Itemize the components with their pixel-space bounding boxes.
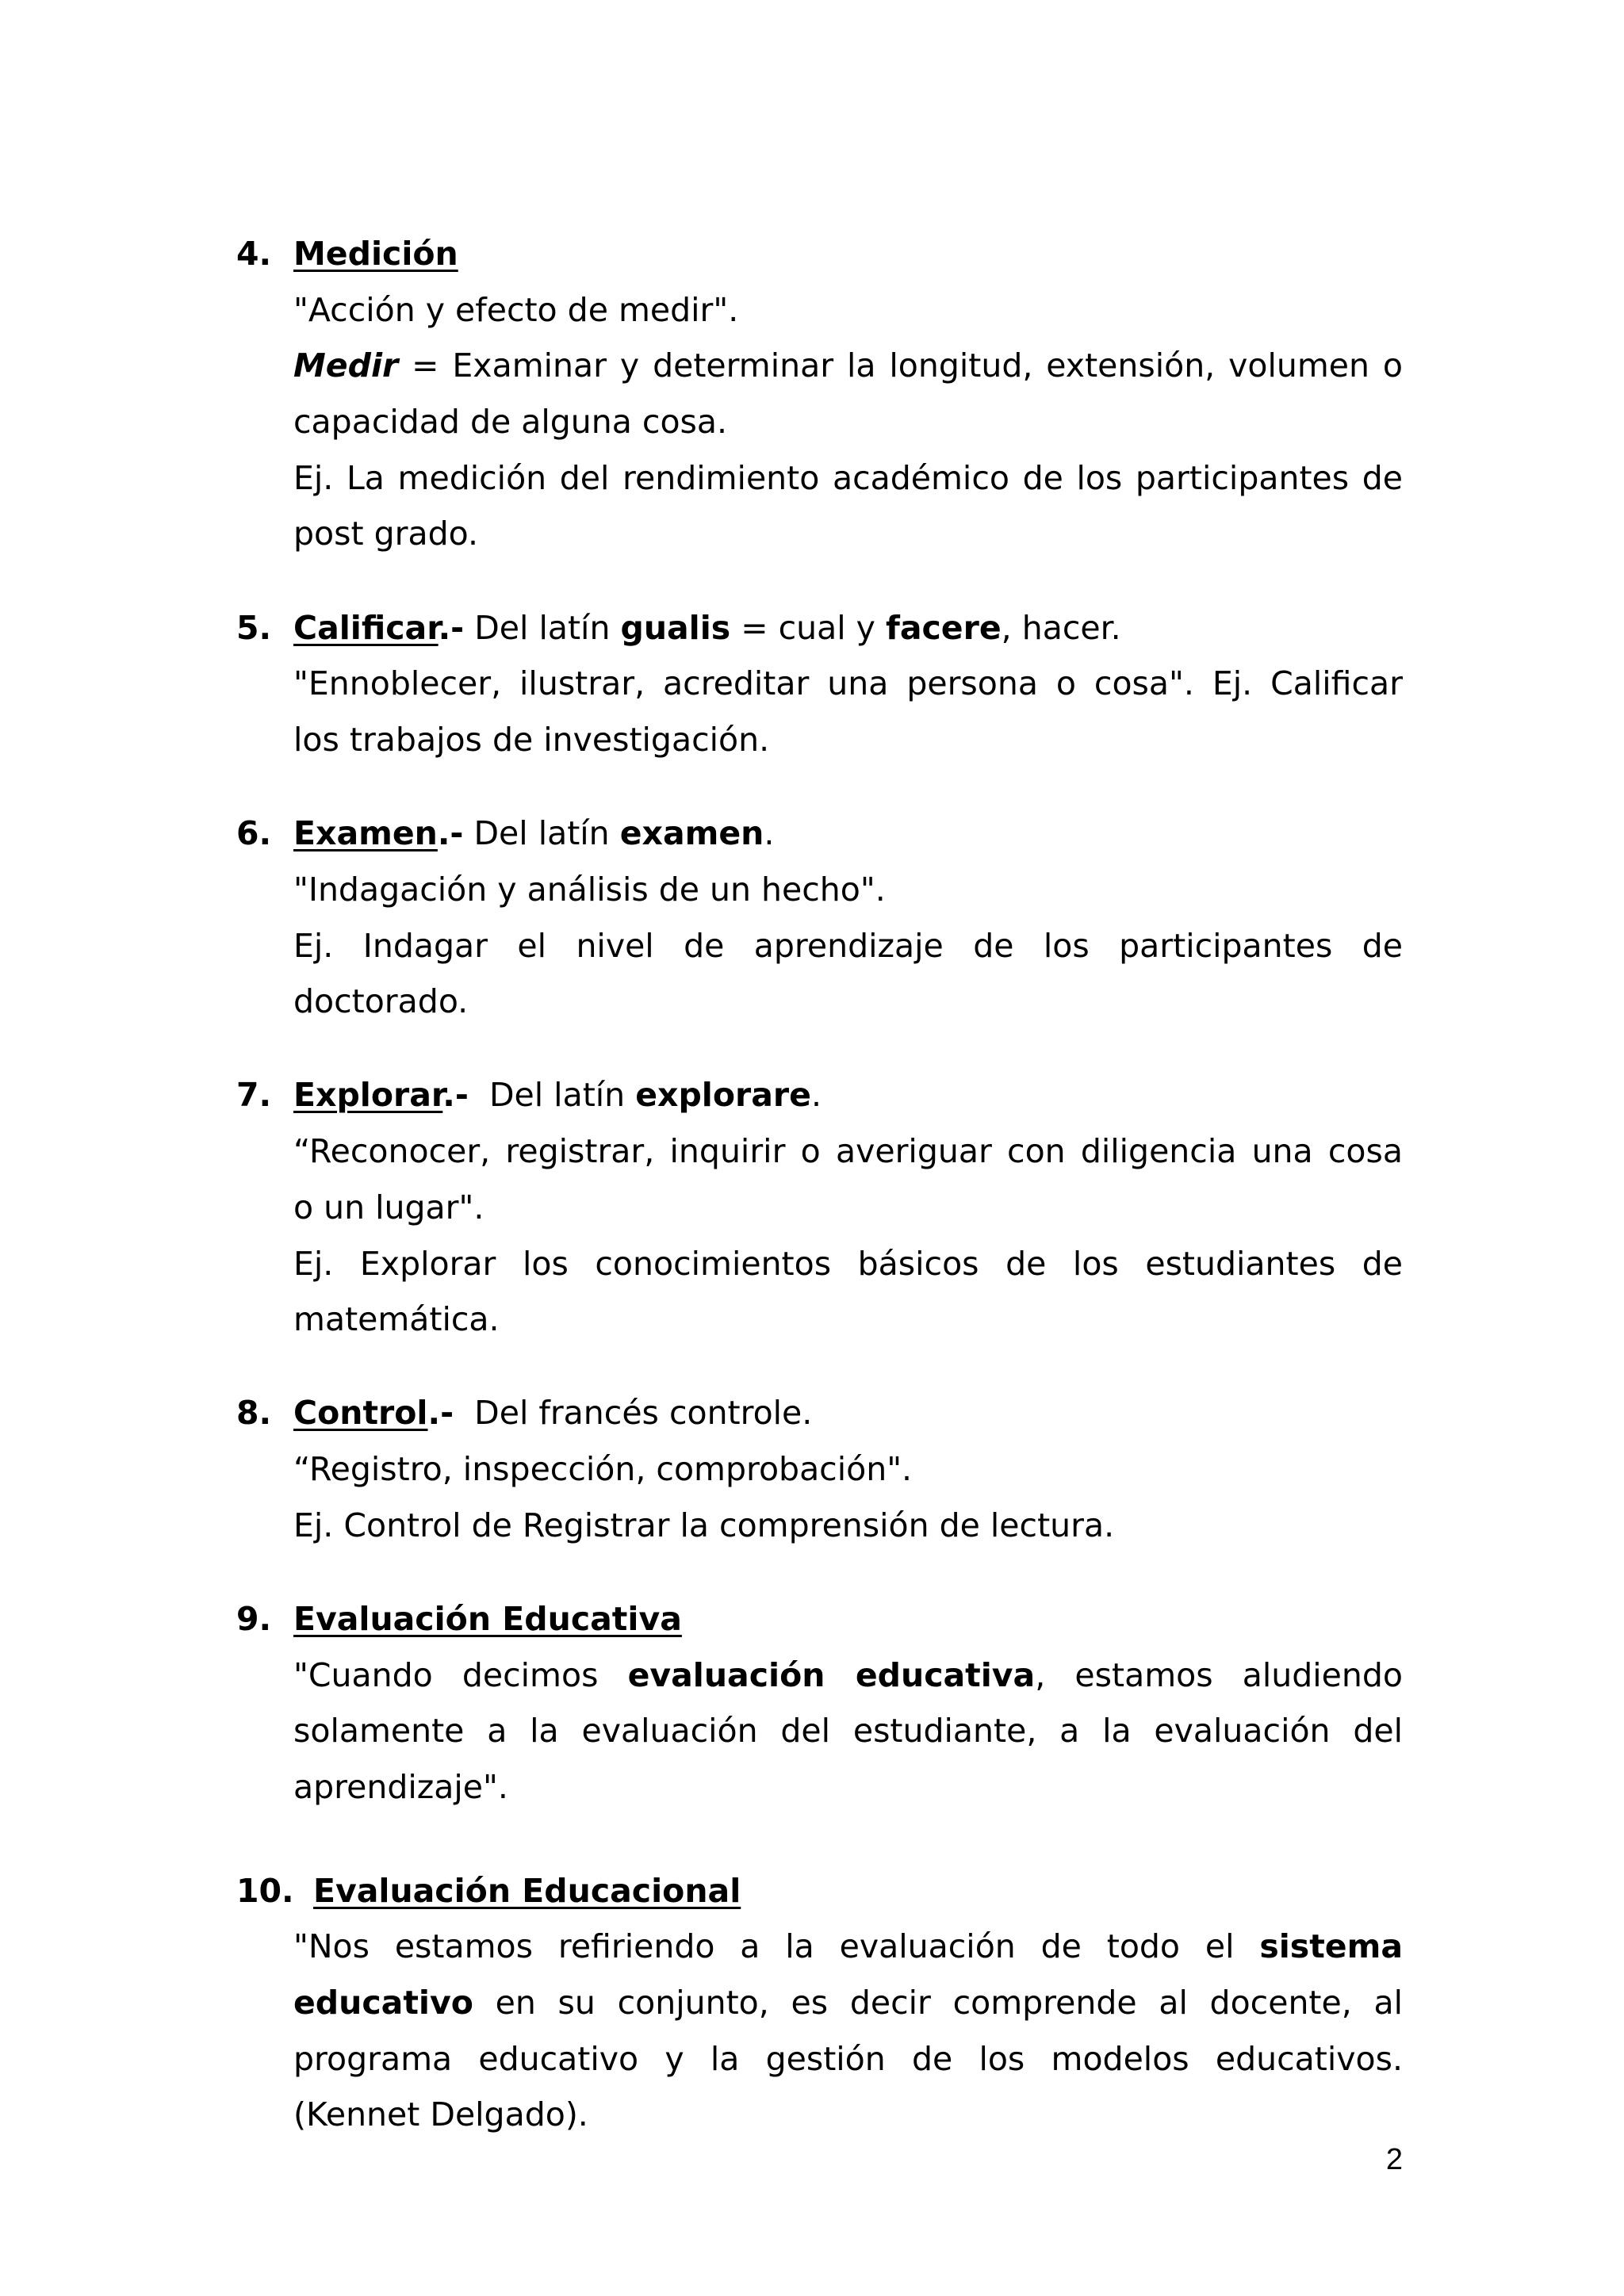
etymology-word: gualis <box>620 608 731 647</box>
body-line: aprendizaje". <box>293 1768 508 1806</box>
definition-item-10 <box>236 1863 1403 2143</box>
etymology-text: Del latín <box>463 814 620 853</box>
body-line: Ej. Control de Registrar la comprensión de lectura. <box>293 1506 1115 1544</box>
definition-item-5 <box>236 600 1403 768</box>
etymology-text: Del latín <box>468 1076 636 1115</box>
definition-term: Examen <box>293 814 438 853</box>
list-number: 5. <box>236 608 272 647</box>
etymology-text: . <box>764 814 775 853</box>
definition-term: Evaluación Educacional <box>313 1871 741 1910</box>
body-line <box>293 1975 1403 2031</box>
etymology-text: , hacer. <box>1001 608 1121 647</box>
item-heading <box>236 226 1403 282</box>
definition-body <box>293 656 1403 767</box>
etymology-text: Del latín <box>464 608 621 647</box>
body-text: = Examinar y determinar la longitud, extensión, volumen o <box>398 346 1403 385</box>
body-line: solamente a la evaluación del estudiante, a la evaluación del <box>293 1712 1403 1751</box>
body-line: capacidad de alguna cosa. <box>293 403 728 442</box>
etymology-text: Del francés controle. <box>454 1394 813 1433</box>
etymology-word: examen <box>619 814 764 853</box>
definition-body <box>293 862 1403 1030</box>
body-line: (Kennet Delgado). <box>293 2095 588 2134</box>
body-line: "Acción y efecto de medir". <box>293 290 739 329</box>
body-text: "Cuando decimos <box>293 1655 628 1694</box>
definition-body <box>293 1441 1403 1553</box>
body-text: "Nos estamos refiriendo a la evaluación de todo el <box>293 1927 1260 1966</box>
definition-body <box>293 1919 1403 2143</box>
definition-item-8 <box>236 1385 1403 1553</box>
body-line: "Indagación y análisis de un hecho". <box>293 870 886 909</box>
list-number: 8. <box>236 1394 272 1433</box>
definition-body <box>293 282 1403 562</box>
definition-item-7 <box>236 1067 1403 1347</box>
definition-term: Calificar <box>293 608 439 647</box>
term-separator: .- <box>427 1394 454 1433</box>
body-line: Ej. Explorar los conocimientos básicos de los estudiantes de <box>293 1244 1403 1283</box>
body-line: los trabajos de investigación. <box>293 721 770 759</box>
emphasis-text: sistema <box>1259 1927 1403 1966</box>
item-heading <box>236 1863 1403 1919</box>
body-line: "Ennoblecer, ilustrar, acreditar una persona o cosa". Ej. Calificar <box>293 664 1403 703</box>
item-heading <box>236 1591 1403 1647</box>
list-number: 7. <box>236 1076 272 1115</box>
page-number: 2 <box>1385 2143 1403 2176</box>
body-line: Ej. La medición del rendimiento académico de los participantes de <box>293 458 1403 497</box>
body-line <box>293 1647 1403 1704</box>
term-separator: .- <box>442 1076 469 1115</box>
item-heading <box>236 600 1403 656</box>
list-number: 9. <box>236 1599 272 1638</box>
list-number: 6. <box>236 814 272 853</box>
definition-term: Medición <box>293 235 458 273</box>
etymology-word: facere <box>885 608 1002 647</box>
body-text: en su conjunto, es decir comprende al docente, al <box>473 1984 1403 2022</box>
definition-term: Explorar <box>293 1076 443 1115</box>
body-line: “Registro, inspección, comprobación". <box>293 1450 913 1489</box>
item-heading <box>236 1385 1403 1441</box>
body-line: programa educativo y la gestión de los modelos educativos. <box>293 2039 1403 2078</box>
definition-item-9 <box>236 1591 1403 1816</box>
definition-term: Evaluación Educativa <box>293 1599 682 1638</box>
definition-term: Control <box>293 1394 428 1433</box>
body-line: o un lugar". <box>293 1188 485 1226</box>
body-text: , estamos aludiendo <box>1035 1655 1403 1694</box>
emphasis-text: educativo <box>293 1984 473 2022</box>
item-heading <box>236 1067 1403 1123</box>
body-line <box>293 1919 1403 1975</box>
definition-list <box>236 226 1403 2143</box>
body-line <box>293 338 1403 394</box>
body-line: matemática. <box>293 1300 500 1339</box>
definition-body <box>293 1647 1403 1816</box>
etymology-text: . <box>810 1076 822 1115</box>
body-line: post grado. <box>293 515 479 553</box>
term-separator: .- <box>437 814 464 853</box>
body-line: “Reconocer, registrar, inquirir o averiguar con diligencia una cosa <box>293 1132 1403 1171</box>
list-number: 10. <box>236 1871 294 1910</box>
etymology-word: explorare <box>635 1076 811 1115</box>
definition-item-4 <box>236 226 1403 562</box>
emphasis-text: Medir <box>293 346 399 385</box>
emphasis-text: evaluación educativa <box>627 1655 1036 1694</box>
definition-body <box>293 1123 1403 1348</box>
term-separator: .- <box>438 608 465 647</box>
definition-item-6 <box>236 806 1403 1030</box>
list-number: 4. <box>236 235 272 273</box>
body-line: Ej. Indagar el nivel de aprendizaje de los participantes de <box>293 926 1403 965</box>
item-heading <box>236 806 1403 862</box>
etymology-text: = cual y <box>730 608 886 647</box>
body-line: doctorado. <box>293 982 469 1021</box>
